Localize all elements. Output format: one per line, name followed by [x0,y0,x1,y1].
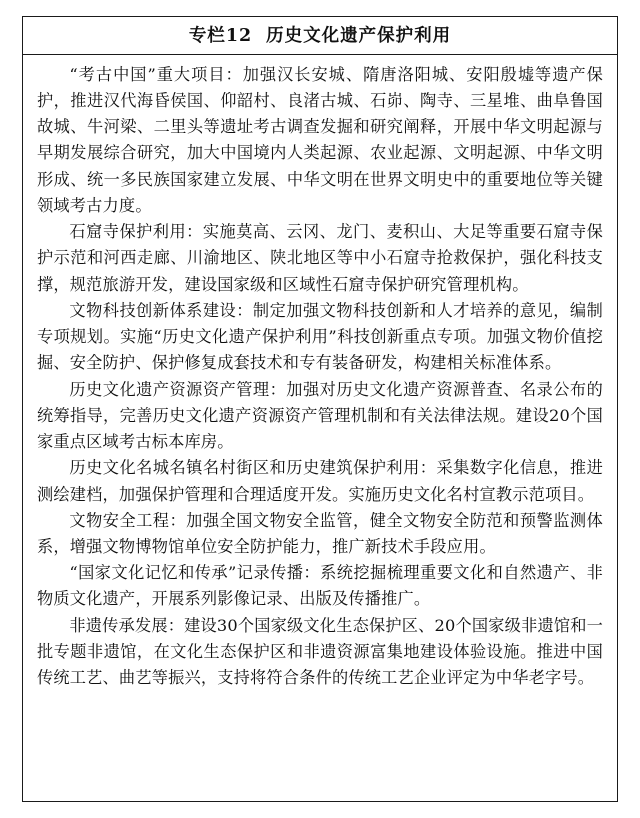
paragraph: “考古中国”重大项目：加强汉长安城、隋唐洛阳城、安阳殷墟等遗产保护，推进汉代海昏侯国、仰韶村、良渚古城、石峁、陶寺、三星堆、曲阜鲁国故城、牛河梁、二里头等遗址考古调查发掘和研究阐释，开展中华文明起源与早期发展综合研究，加大中国境内人类起源、农业起源、文明起源、中华文明形成、统一多民族国家建立发展、中华文明在世界文明史中的重要地位等关键领域考古力度。 [37,64,603,215]
box-title-label [189,26,252,46]
paragraph: 文物安全工程：加强全国文物安全监管，健全文物安全防范和预警监测体系，增强文物博物馆单位安全防护能力，推广新技术手段应用。 [37,510,603,556]
box-number: 12 [225,26,253,46]
paragraph: 历史文化遗产资源资产管理：加强对历史文化遗产资源普查、名录公布的统筹指导，完善历史文化遗产资源资产管理机制和有关法律法规。建设20个国家重点区域考古标本库房。 [37,379,603,452]
paragraph: 文物科技创新体系建设：制定加强文物科技创新和人才培养的意见，编制专项规划。实施“历史文化遗产保护利用”科技创新重点专项。加强文物价值挖掘、安全防护、保护修复成套技术和专有装备研发，构建相关标准体系。 [37,300,603,373]
box-title [23,17,617,55]
box-title-text: 历史文化遗产保护利用 [266,26,452,46]
paragraph: 历史文化名城名镇名村街区和历史建筑保护利用：采集数字化信息，推进测绘建档，加强保护管理和合理适度开发。实施历史文化名村宣教示范项目。 [37,458,603,504]
feature-box [22,16,618,802]
paragraph: “国家文化记忆和传承”记录传播：系统挖掘梳理重要文化和自然遗产、非物质文化遗产，开展系列影像记录、出版及传播推广。 [37,563,603,609]
paragraph: 非遗传承发展：建设30个国家级文化生态保护区、20个国家级非遗馆和一批专题非遗馆，在文化生态保护区和非遗资源富集地建设体验设施。推进中国传统工艺、曲艺等振兴，支持将符合条件的传统工艺企业评定为中华老字号。 [37,615,604,688]
paragraph: 石窟寺保护利用：实施莫高、云冈、龙门、麦积山、大足等重要石窟寺保护示范和河西走廊、川渝地区、陕北地区等中小石窟寺抢救保护，强化科技支撑，规范旅游开发，建设国家级和区域性石窟寺保护研究管理机构。 [37,222,603,294]
box-label-text: 专栏 [188,26,226,46]
box-body [23,55,617,700]
